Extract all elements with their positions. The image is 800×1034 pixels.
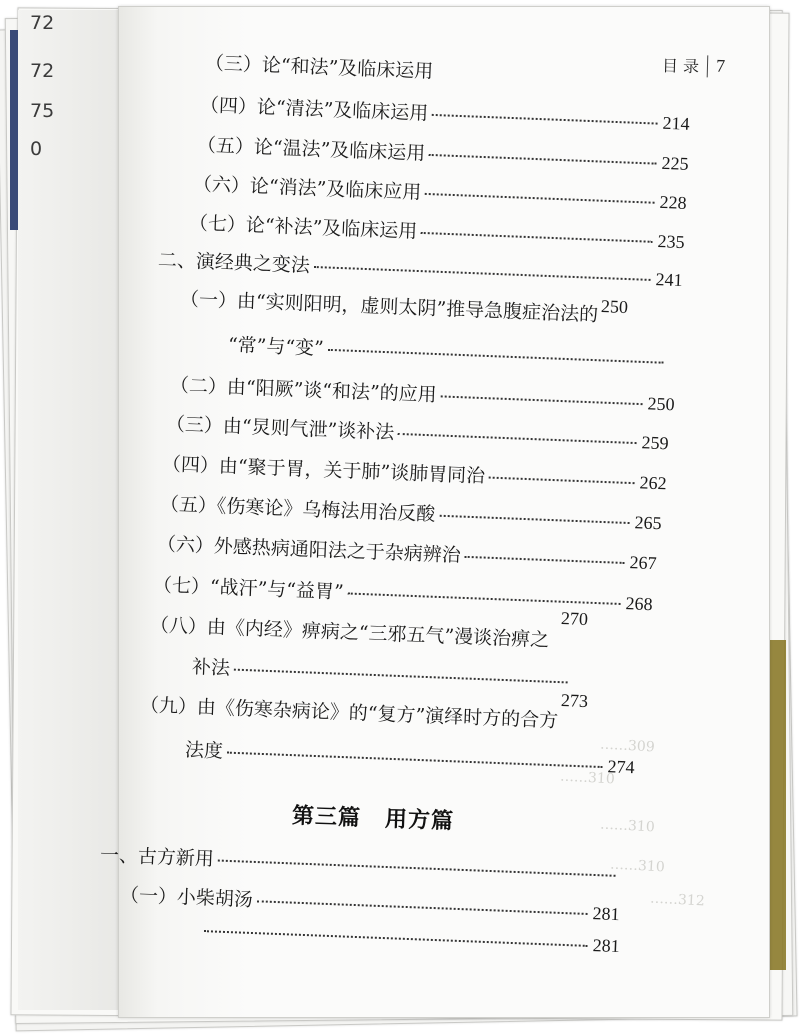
toc-page-number: 262 — [639, 472, 667, 494]
toc-entry-title: （五）论“温法”及临床运用 — [196, 134, 426, 165]
toc-page-number: 281 — [592, 903, 620, 925]
toc-entry-title: 一、古方新用 — [99, 844, 215, 871]
toc-page-number: 250 — [600, 296, 629, 318]
part-name: 用方篇 — [384, 807, 455, 835]
toc-section-entry[interactable] — [157, 245, 683, 292]
header-title: 目 录 — [661, 56, 700, 77]
toc-entry[interactable] — [159, 489, 662, 535]
toc-entry-title: （八）由《内经》痹病之“三邪五气”漫谈治痹之 — [149, 614, 550, 652]
toc-page-number: 281 — [592, 935, 621, 957]
toc-entry-title: （四）由“聚于胃，关于肺”谈肺胃同治 — [161, 453, 486, 488]
part-title — [292, 799, 479, 836]
header-page-number: 7 — [715, 55, 726, 76]
toc-entry[interactable] — [200, 920, 620, 957]
toc-entry-title: （七）论“补法”及临床运用 — [188, 212, 418, 243]
toc-entry-title: 二、演经典之变法 — [157, 249, 311, 277]
toc-page-number: 270 — [560, 608, 589, 630]
bleed-through-text: ……309 — [599, 736, 656, 756]
toc-entry-title: （二）由“阳厥”谈“和法”的应用 — [169, 374, 438, 407]
toc-page-number: 267 — [629, 552, 657, 574]
toc-entry-title: （七）“战汗”与“益胃” — [152, 574, 345, 604]
left-page-number: 75 — [30, 100, 55, 122]
toc-entry[interactable] — [161, 449, 667, 495]
toc-entry[interactable] — [199, 90, 690, 136]
toc-page-number: 273 — [560, 690, 589, 712]
toc-entry[interactable] — [156, 529, 657, 575]
toc-entry-title: “常”与“变” — [227, 334, 325, 360]
toc-entry[interactable] — [169, 370, 675, 416]
toc-leader-dots — [489, 477, 635, 485]
toc-entry-title: （三）论“和法”及临床运用 — [204, 52, 434, 83]
part-label: 第三篇 — [291, 803, 362, 832]
toc-entry[interactable] — [165, 409, 669, 455]
toc-leader-dots — [257, 900, 588, 915]
toc-entry-title: （六）外感热病通阳法之于杂病辨治 — [156, 533, 462, 567]
bleed-through-text: ……310 — [609, 856, 666, 876]
toc-entry-page — [600, 296, 681, 320]
toc-leader-dots — [218, 860, 616, 877]
toc-entry-title: （六）论“消法”及临床应用 — [192, 173, 422, 204]
toc-leader-dots — [465, 556, 625, 564]
toc-leader-dots — [398, 433, 636, 444]
toc-entry[interactable] — [196, 130, 689, 176]
toc-page-number: 268 — [625, 593, 653, 615]
toc-leader-dots — [234, 669, 568, 684]
toc-entry-title: 法度 — [184, 739, 224, 763]
toc-leader-dots — [439, 515, 629, 524]
toc-entry-page — [560, 690, 641, 714]
toc-page-number: 235 — [657, 231, 685, 253]
toc-entry-title: （四）论“清法”及临床运用 — [199, 94, 429, 125]
toc-entry-continuation[interactable] — [191, 652, 572, 694]
toc-page-number: 265 — [634, 512, 662, 534]
toc-leader-dots — [314, 266, 651, 281]
toc-entry-title: （五）《伤寒论》乌梅法用治反酸 — [159, 493, 436, 526]
toc-entry-title: （九）由《伤寒杂病论》的“复方”演绎时方的合方 — [139, 694, 559, 733]
toc-leader-dots — [425, 193, 654, 204]
toc-leader-dots — [204, 930, 588, 947]
toc-entry-title: （一）小柴胡汤 — [119, 884, 254, 912]
bleed-through-text: ……310 — [559, 768, 616, 788]
toc-leader-dots — [227, 752, 603, 768]
toc-leader-dots — [348, 592, 621, 604]
toc-page-number: 241 — [655, 269, 683, 291]
toc-leader-dots — [432, 114, 657, 125]
toc-page-number: 225 — [661, 152, 689, 174]
toc-entry[interactable] — [192, 169, 687, 215]
toc-leader-dots — [429, 154, 656, 165]
toc-entry-title: （一）由“实则阳明，虚则太阴”推导急腹症治法的 — [179, 288, 599, 327]
toc-entry-continuation[interactable] — [227, 330, 668, 374]
toc-entry-title: （三）由“炅则气泄”谈补法 — [165, 413, 395, 444]
left-page-number: 0 — [30, 138, 43, 160]
bleed-through-text: ……312 — [649, 890, 706, 910]
toc-page-number: 214 — [662, 112, 690, 134]
toc-page-number: 250 — [647, 393, 675, 415]
left-page-number: 72 — [30, 60, 55, 82]
toc-section-entry[interactable] — [99, 840, 620, 887]
toc-entry-title: 补法 — [191, 656, 231, 680]
bleed-through-text: ……310 — [599, 816, 656, 836]
toc-page-number: 228 — [659, 191, 687, 213]
toc-leader-dots — [328, 349, 664, 364]
toc-page-number: 274 — [607, 756, 635, 778]
toc-entry-page — [560, 608, 651, 632]
toc-entry[interactable] — [119, 880, 620, 926]
toc-leader-dots — [421, 232, 652, 243]
toc-entry[interactable] — [188, 208, 685, 254]
left-page-number: 72 — [30, 12, 55, 34]
toc-leader-dots — [441, 395, 643, 405]
toc-page-number: 259 — [641, 432, 669, 454]
toc-entry[interactable] — [204, 48, 440, 84]
